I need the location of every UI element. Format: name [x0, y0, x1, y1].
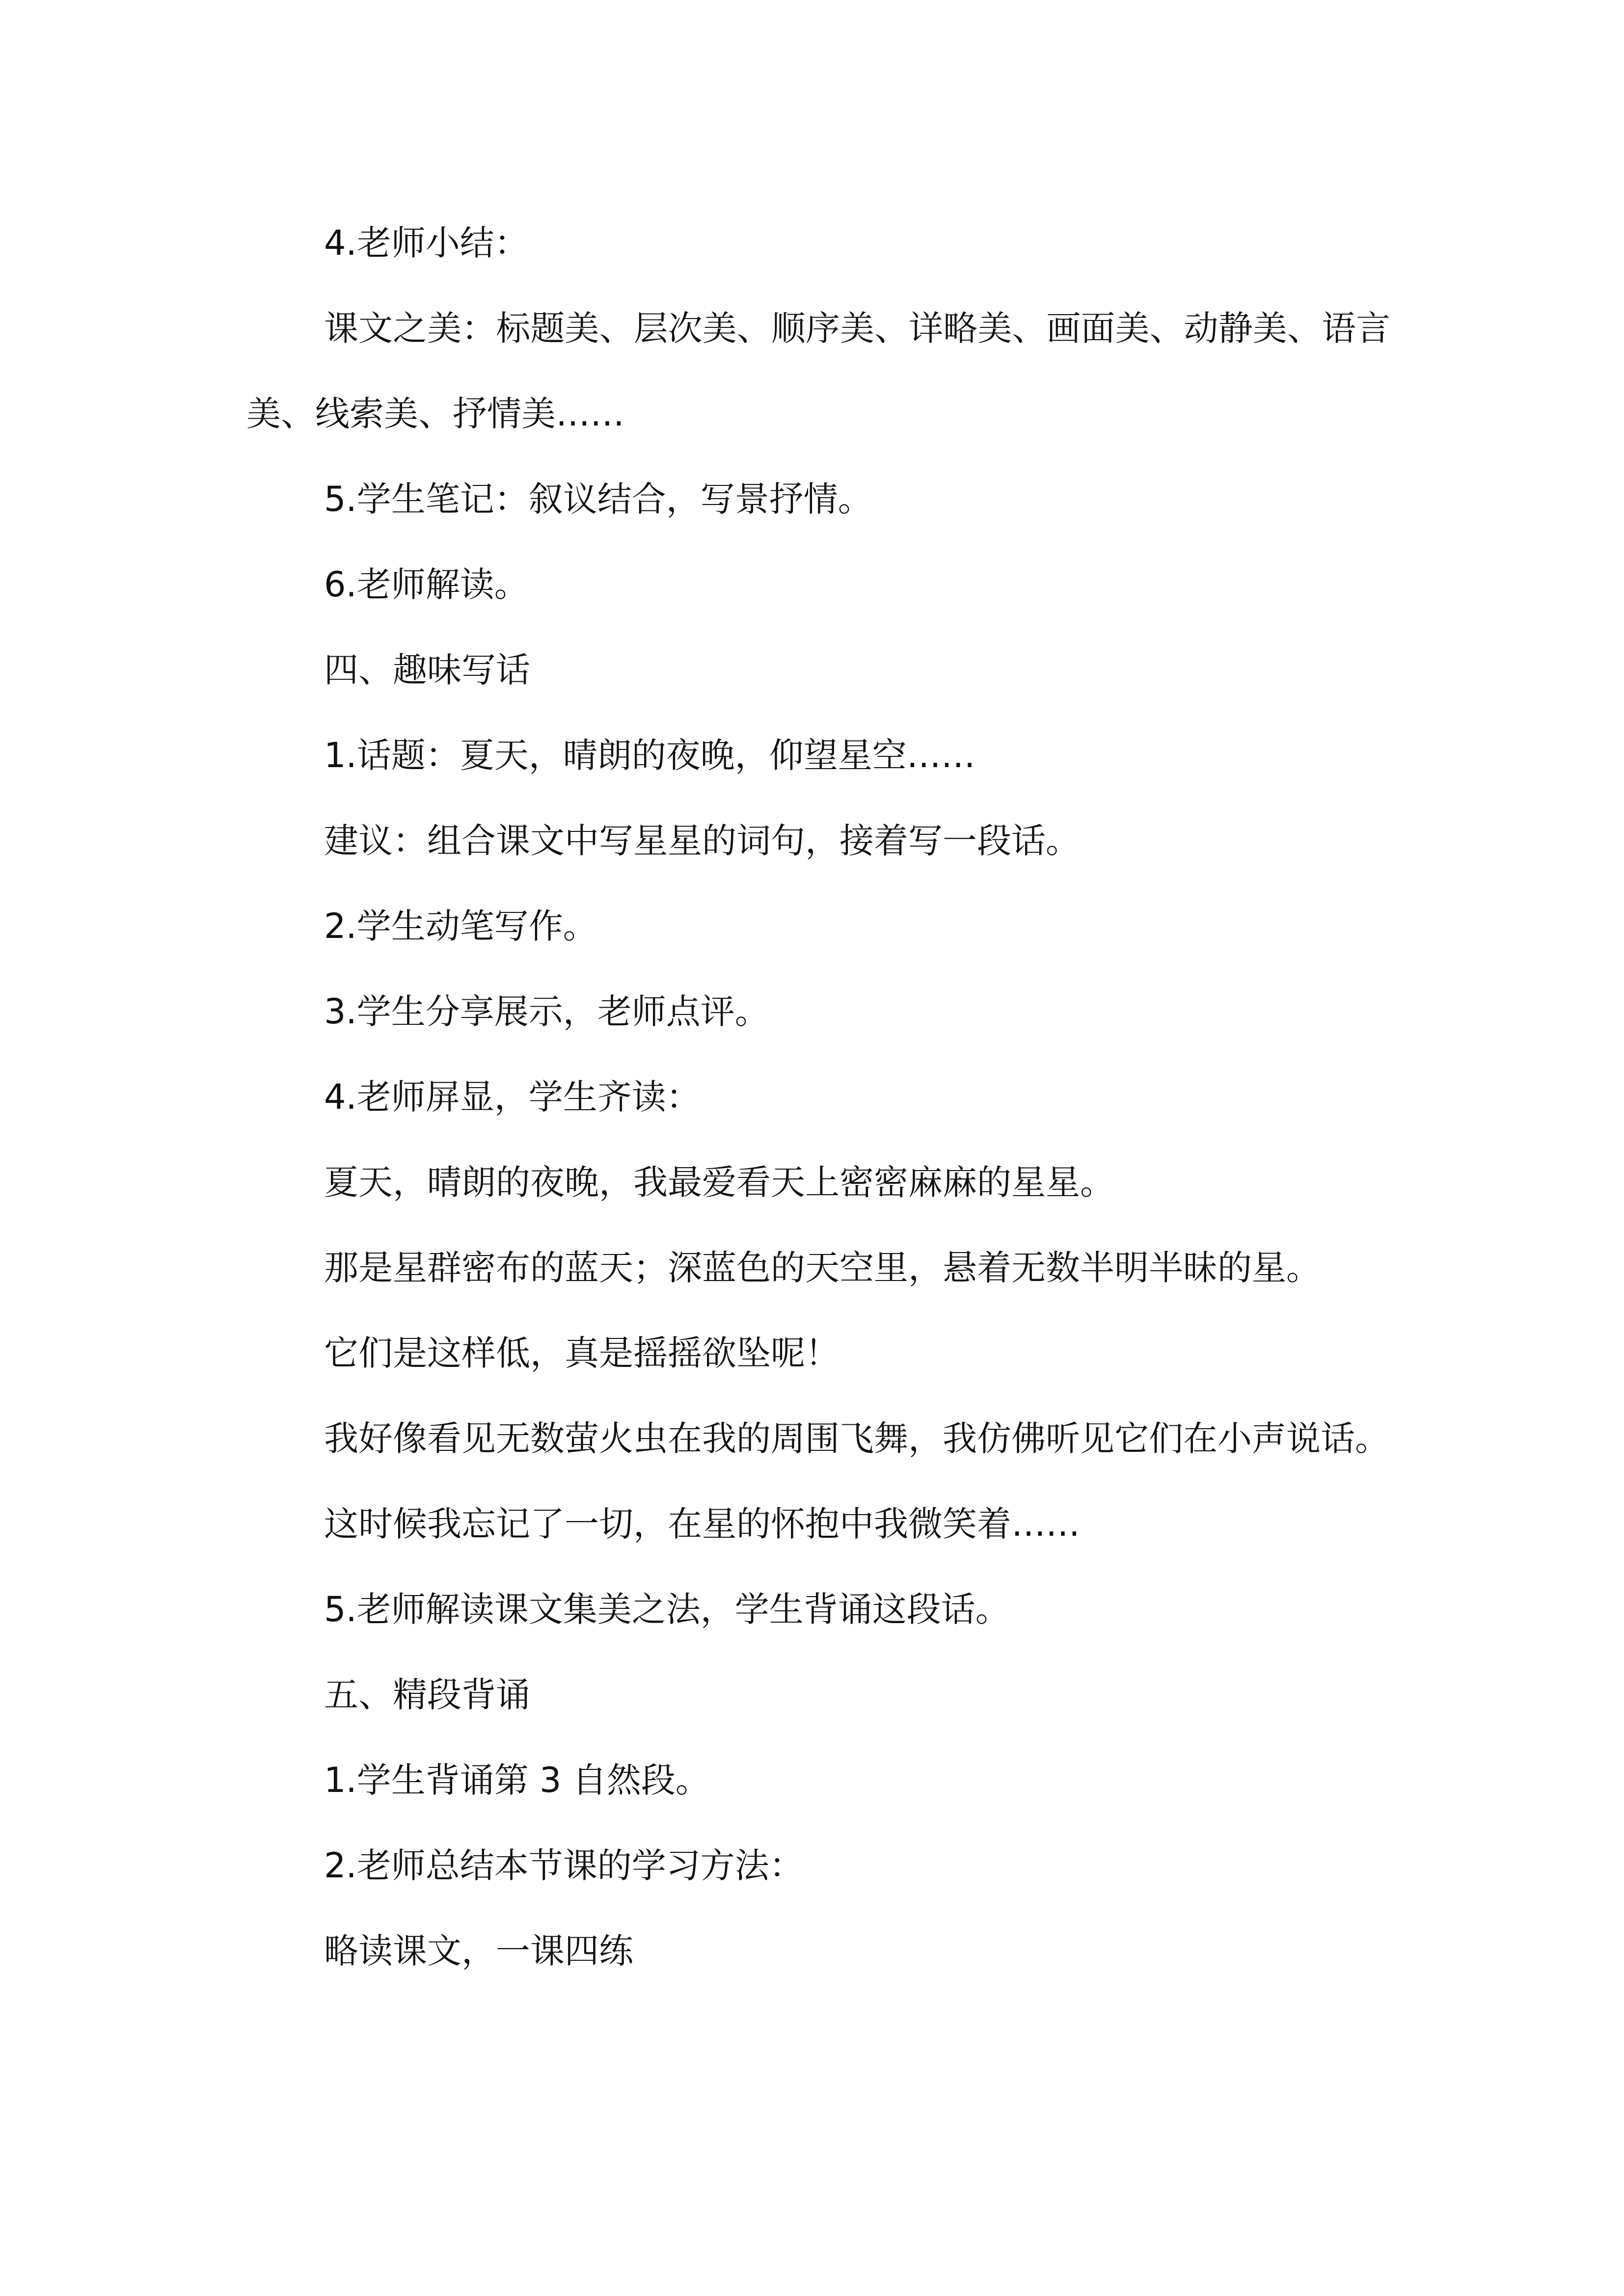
paragraph-screen-display: 4.老师屏显，学生齐读：: [324, 1077, 701, 1117]
paragraph-student-notes: 5.学生笔记：叙议结合，写景抒情。: [324, 479, 872, 519]
paragraph-starry-sky: 那是星群密布的蓝天；深蓝色的天空里，悬着无数半明半昧的星。: [324, 1248, 1321, 1288]
paragraph-summer-night: 夏天，晴朗的夜晚，我最爱看天上密密麻麻的星星。: [324, 1162, 1114, 1202]
paragraph-forget-everything: 这时候我忘记了一切，在星的怀抱中我微笑着……: [324, 1504, 1080, 1544]
paragraph-suggestion: 建议：组合课文中写星星的词句，接着写一段话。: [324, 821, 1080, 861]
paragraph-teacher-summary-heading: 4.老师小结：: [324, 223, 529, 263]
paragraph-recite-passage: 5.老师解读课文集美之法，学生背诵这段话。: [324, 1589, 1010, 1629]
paragraph-fireflies: 我好像看见无数萤火虫在我的周围飞舞，我仿佛听见它们在小声说话。: [324, 1418, 1389, 1459]
paragraph-topic: 1.话题：夏天，晴朗的夜晚，仰望星空……: [324, 735, 975, 775]
paragraph-teacher-interpretation: 6.老师解读。: [324, 564, 529, 605]
paragraph-stars-low: 它们是这样低，真是摇摇欲坠呢！: [324, 1333, 839, 1373]
paragraph-student-writing: 2.学生动笔写作。: [324, 906, 597, 946]
section-heading-recitation: 五、精段背诵: [324, 1675, 530, 1715]
paragraph-share-and-comment: 3.学生分享展示，老师点评。: [324, 991, 769, 1032]
document-body: [246, 200, 1390, 1994]
paragraph-text-beauty: 课文之美：标题美、层次美、顺序美、详略美、画面美、动静美、语言美、线索美、抒情美……: [246, 308, 1390, 434]
paragraph-skim-reading: 略读课文，一课四练: [324, 1931, 633, 1971]
paragraph-recite-section-3: 1.学生背诵第 3 自然段。: [324, 1760, 710, 1800]
paragraph-learning-methods: 2.老师总结本节课的学习方法：: [324, 1845, 804, 1886]
section-heading-fun-writing: 四、趣味写话: [324, 650, 530, 690]
